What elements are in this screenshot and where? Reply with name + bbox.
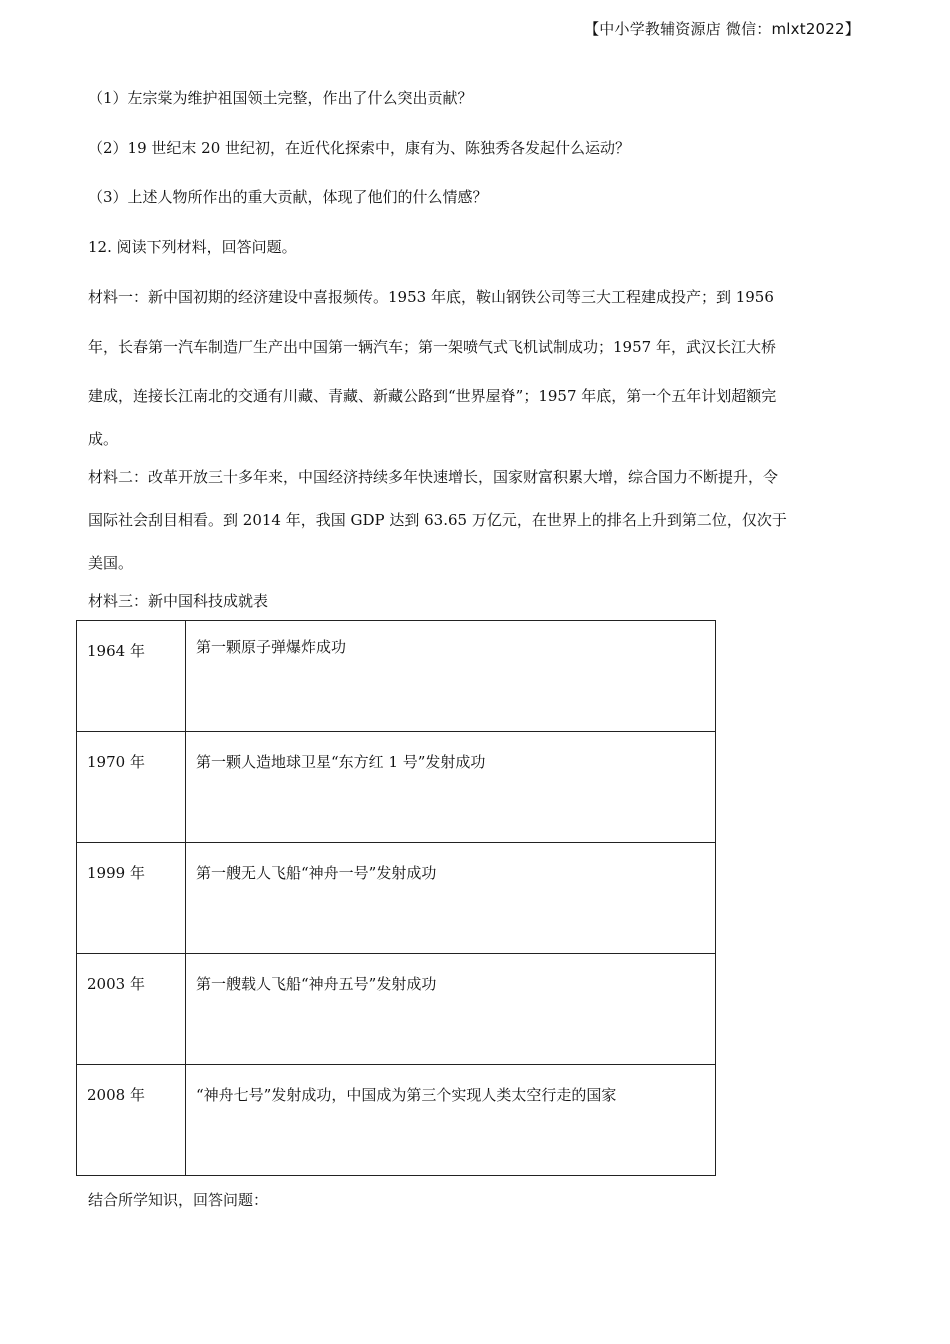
material-1-line: 成。 <box>88 430 119 448</box>
event-cell <box>186 954 716 1065</box>
table-row <box>77 843 716 954</box>
material-1-line: 年，长春第一汽车制造厂生产出中国第一辆汽车；第一架喷气式飞机试制成功；1957 年，武汉长江大桥 <box>88 338 776 356</box>
achievement-table <box>76 620 716 1176</box>
material-2-line: 国际社会刮目相看。到 2014 年，我国 GDP 达到 63.65 万亿元，在世界上的排名上升到第二位，仅次于 <box>88 511 787 529</box>
table-row <box>77 732 716 843</box>
year-text: 2008 年 <box>87 1086 145 1104</box>
event-cell <box>186 732 716 843</box>
event-text: 第一艘无人飞船“神舟一号”发射成功 <box>196 864 437 882</box>
year-text: 1999 年 <box>87 864 145 882</box>
material-3-title: 材料三：新中国科技成就表 <box>88 592 269 610</box>
table-row <box>77 954 716 1065</box>
material-1-line: 建成，连接长江南北的交通有川藏、青藏、新藏公路到“世界屋脊”；1957 年底，第一个五年计划超额完 <box>88 387 777 405</box>
header-note: 【中小学教辅资源店 微信：mlxt2022】 <box>584 20 860 38</box>
material-2-line: 材料二：改革开放三十多年来，中国经济持续多年快速增长，国家财富积累大增，综合国力不断提升，令 <box>88 468 779 486</box>
question-1: （1）左宗棠为维护祖国领土完整，作出了什么突出贡献？ <box>88 89 473 107</box>
closing-prompt: 结合所学知识，回答问题： <box>88 1191 269 1209</box>
material-1 <box>88 287 864 449</box>
table-row <box>77 621 716 732</box>
year-cell <box>77 1065 186 1176</box>
year-text: 2003 年 <box>87 975 145 993</box>
event-text: 第一颗人造地球卫星“东方红 1 号”发射成功 <box>196 753 486 771</box>
material-2-line: 美国。 <box>88 554 134 572</box>
material-2 <box>88 467 864 573</box>
event-text: “神舟七号”发射成功，中国成为第三个实现人类太空行走的国家 <box>196 1086 617 1104</box>
year-cell <box>77 621 186 732</box>
event-cell <box>186 1065 716 1176</box>
question-3: （3）上述人物所作出的重大贡献，体现了他们的什么情感？ <box>88 188 488 206</box>
question-2: （2）19 世纪末 20 世纪初，在近代化探索中，康有为、陈独秀各发起什么运动？ <box>88 139 631 157</box>
event-cell <box>186 843 716 954</box>
year-text: 1970 年 <box>87 753 145 771</box>
table-row <box>77 1065 716 1176</box>
event-text: 第一艘载人飞船“神舟五号”发射成功 <box>196 975 437 993</box>
event-cell <box>186 621 716 732</box>
question-12-intro: 12. 阅读下列材料，回答问题。 <box>88 238 297 256</box>
year-cell <box>77 843 186 954</box>
material-1-line: 材料一：新中国初期的经济建设中喜报频传。1953 年底，鞍山钢铁公司等三大工程建成投产；到 1956 <box>88 288 774 306</box>
event-text: 第一颗原子弹爆炸成功 <box>196 638 347 656</box>
year-text: 1964 年 <box>87 642 145 660</box>
year-cell <box>77 954 186 1065</box>
year-cell <box>77 732 186 843</box>
